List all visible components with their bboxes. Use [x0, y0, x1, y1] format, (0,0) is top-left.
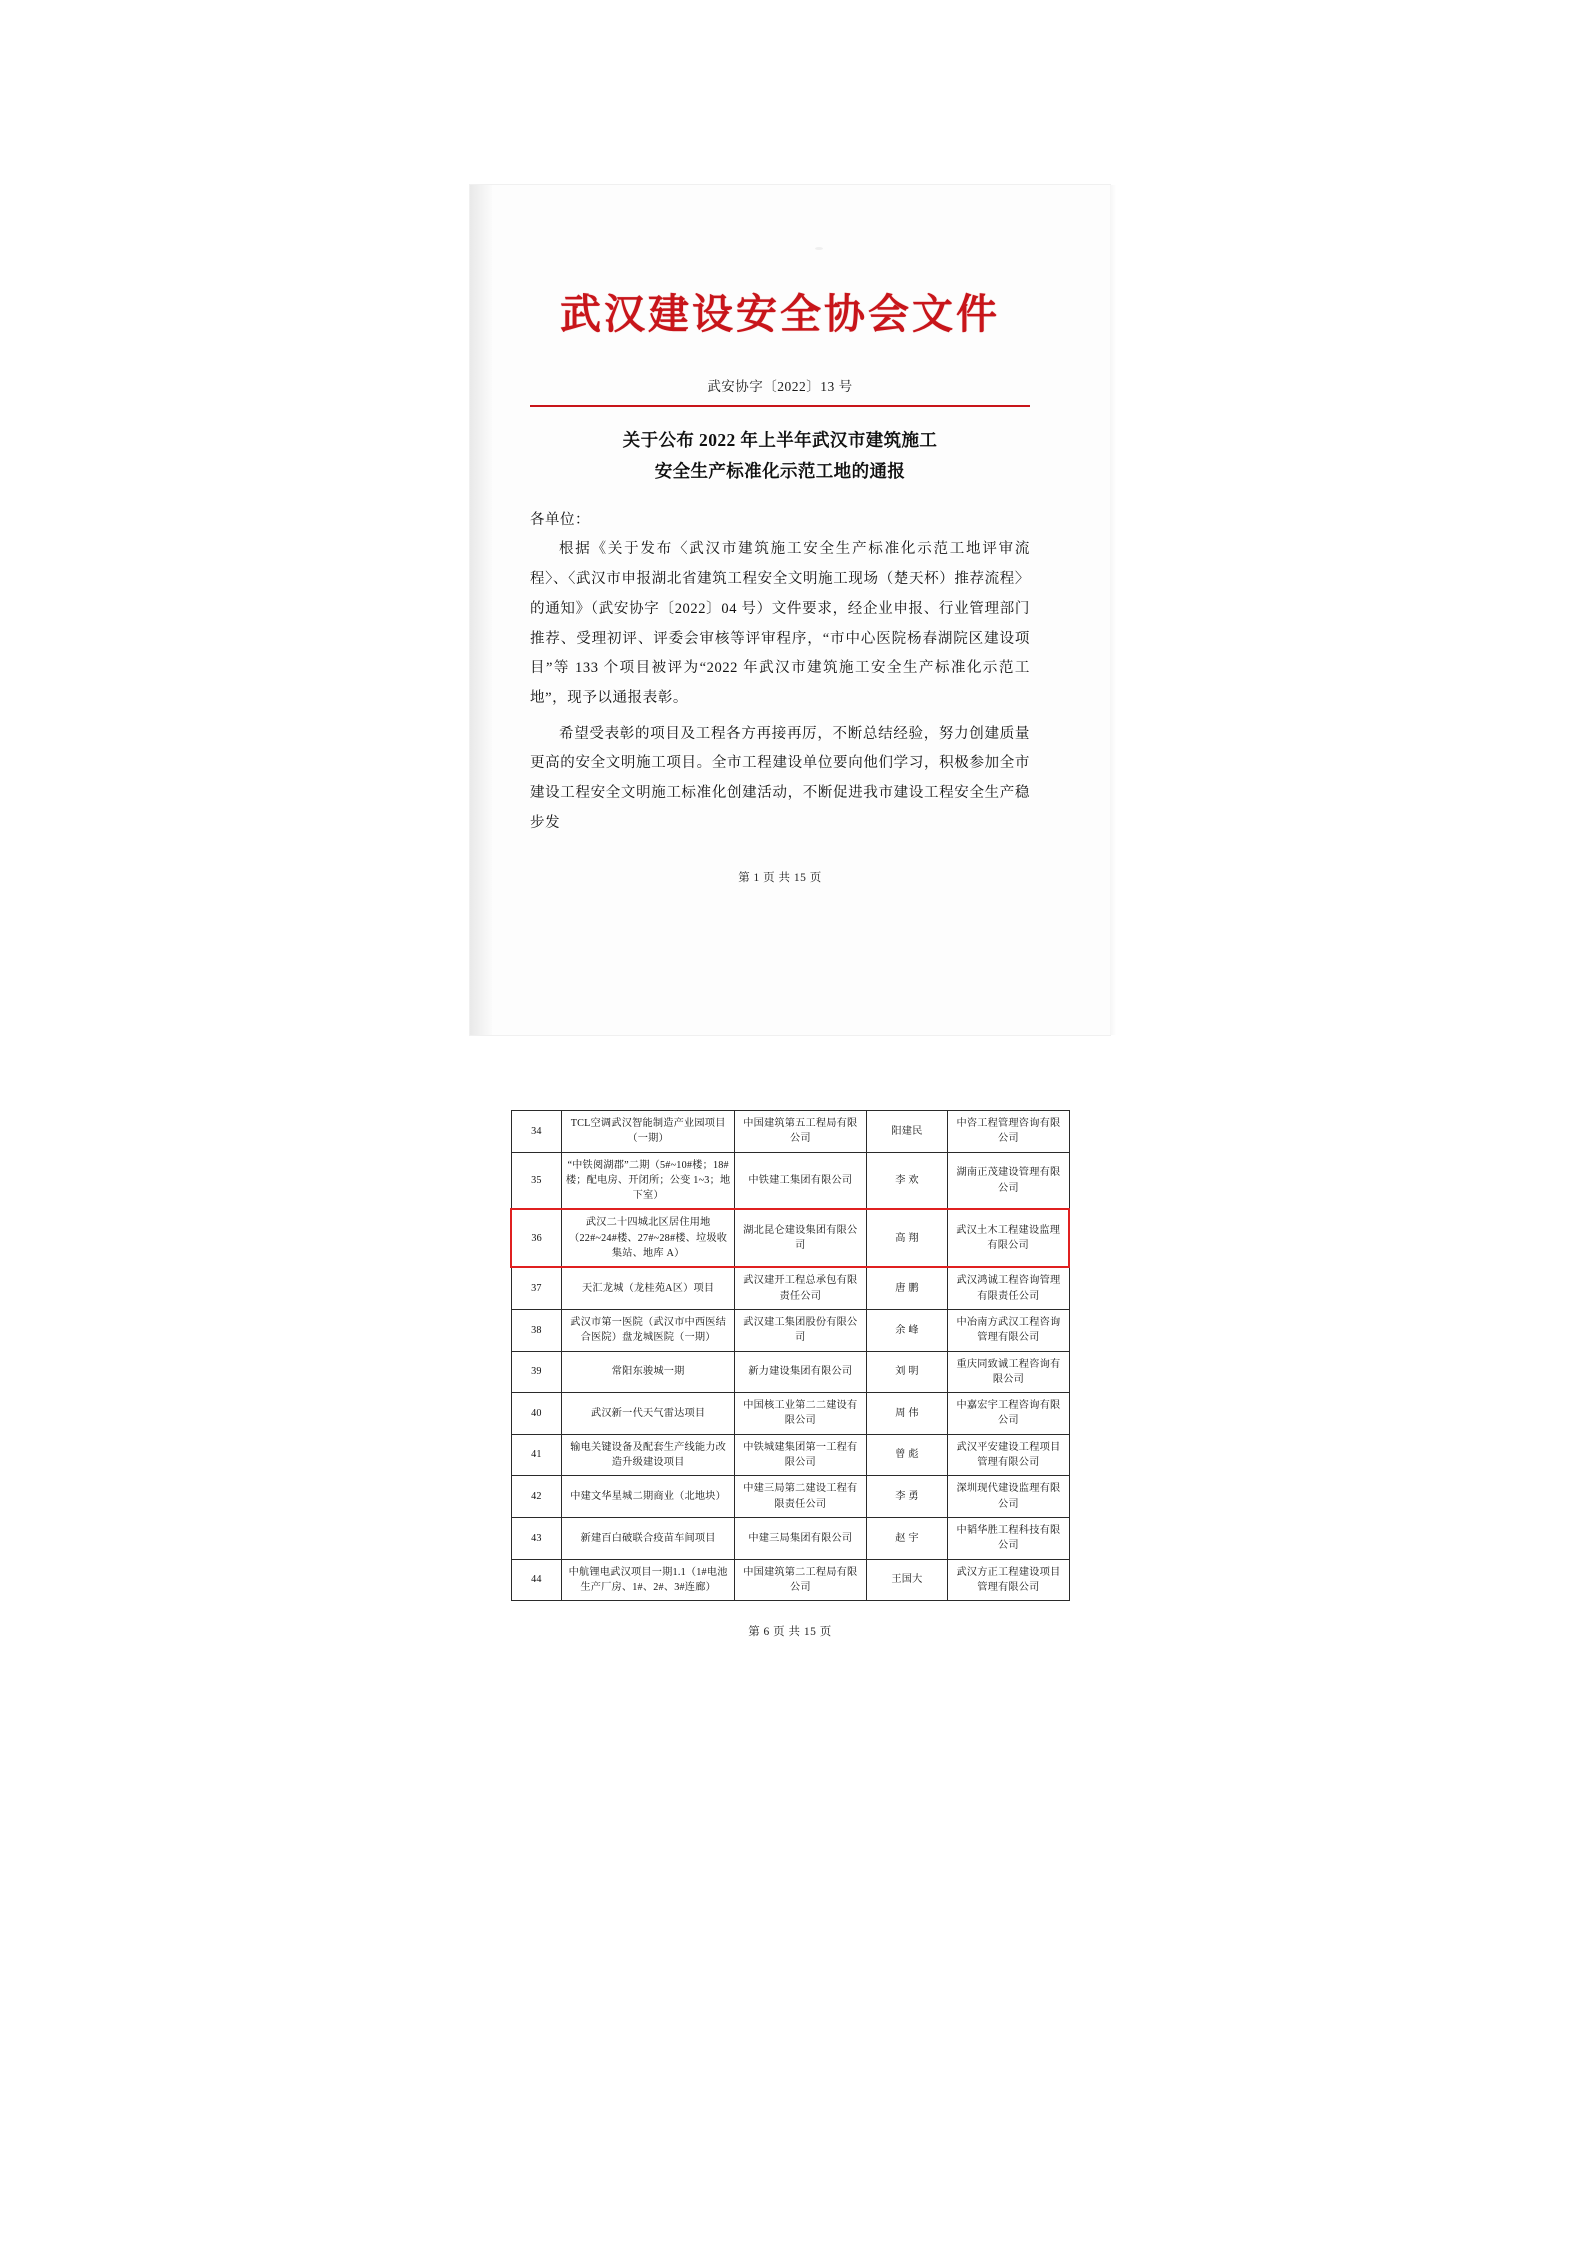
- salutation: 各单位：: [530, 512, 590, 529]
- row-index-cell: 37: [511, 1267, 562, 1309]
- document-number: 武安协字〔2022〕13 号: [707, 379, 853, 395]
- table-row: [511, 1559, 1069, 1601]
- project-name-cell: 新建百白破联合疫苗车间项目: [562, 1517, 735, 1559]
- supervision-unit-cell: 武汉土木工程建设监理有限公司: [948, 1209, 1069, 1267]
- body-paragraph-2: 希望受表彰的项目及工程各方再接再厉，不断总结经验，努力创建质量更高的安全文明施工项目。全市工程建设单位要向他们学习，积极参加全市建设工程安全文明施工标准化创建活动，不断促进我市建设工程安全生产稳步发: [530, 725, 1030, 831]
- responsible-person-cell: 阳建民: [866, 1111, 948, 1153]
- table-row: [511, 1434, 1069, 1476]
- table-row: [511, 1517, 1069, 1559]
- construction-unit-cell: 中国核工业第二二建设有限公司: [735, 1393, 866, 1435]
- project-name-cell: 天汇龙城（龙桂苑A区）项目: [562, 1267, 735, 1309]
- table-row: [511, 1393, 1069, 1435]
- project-name-cell: TCL空调武汉智能制造产业园项目（一期）: [562, 1111, 735, 1153]
- construction-unit-cell: 新力建设集团有限公司: [735, 1351, 866, 1393]
- row-index-cell: 44: [511, 1559, 562, 1601]
- project-name-cell: 武汉市第一医院（武汉市中西医结合医院）盘龙城医院（一期）: [562, 1309, 735, 1351]
- supervision-unit-cell: 武汉平安建设工程项目管理有限公司: [948, 1434, 1069, 1476]
- row-index-cell: 41: [511, 1434, 562, 1476]
- construction-unit-cell: 中铁城建集团第一工程有限公司: [735, 1434, 866, 1476]
- table-row: [511, 1209, 1069, 1267]
- project-name-cell: 武汉新一代天气雷达项目: [562, 1393, 735, 1435]
- table-row: [511, 1152, 1069, 1209]
- row-index-cell: 35: [511, 1152, 562, 1209]
- responsible-person-cell: 李 勇: [866, 1476, 948, 1518]
- responsible-person-cell: 高 翔: [866, 1209, 948, 1267]
- project-name-cell: 输电关键设备及配套生产线能力改造升级建设项目: [562, 1434, 735, 1476]
- construction-unit-cell: 中建三局第二建设工程有限责任公司: [735, 1476, 866, 1518]
- construction-unit-cell: 中国建筑第五工程局有限公司: [735, 1111, 866, 1153]
- supervision-unit-cell: 中嘉宏宇工程咨询有限公司: [948, 1393, 1069, 1435]
- supervision-unit-cell: 中咨工程管理咨询有限公司: [948, 1111, 1069, 1153]
- table-row: [511, 1351, 1069, 1393]
- row-index-cell: 43: [511, 1517, 562, 1559]
- row-index-cell: 40: [511, 1393, 562, 1435]
- row-index-cell: 38: [511, 1309, 562, 1351]
- project-name-cell: 常阳东骏城一期: [562, 1351, 735, 1393]
- red-divider-rule: [530, 405, 1030, 407]
- page-1-content: [530, 240, 1030, 885]
- demonstration-sites-table: [510, 1110, 1070, 1601]
- responsible-person-cell: 曾 彪: [866, 1434, 948, 1476]
- table-row: [511, 1309, 1069, 1351]
- responsible-person-cell: 王国大: [866, 1559, 948, 1601]
- supervision-unit-cell: 湖南正茂建设管理有限公司: [948, 1152, 1069, 1209]
- page-1-footer: 第 1 页 共 15 页: [738, 871, 822, 884]
- project-name-cell: 武汉二十四城北区居住用地（22#~24#楼、27#~28#楼、垃圾收集站、地库 A）: [562, 1209, 735, 1267]
- construction-unit-cell: 中国建筑第二工程局有限公司: [735, 1559, 866, 1601]
- responsible-person-cell: 周 伟: [866, 1393, 948, 1435]
- responsible-person-cell: 唐 鹏: [866, 1267, 948, 1309]
- row-index-cell: 42: [511, 1476, 562, 1518]
- construction-unit-cell: 中建三局集团有限公司: [735, 1517, 866, 1559]
- project-name-cell: 中航锂电武汉项目一期1.1（1#电池生产厂房、1#、2#、3#连廊）: [562, 1559, 735, 1601]
- masthead-title: 武汉建设安全协会文件: [560, 291, 1000, 337]
- project-name-cell: “中铁阅湖郡”二期（5#~10#楼；18#楼；配电房、开闭所；公变 1~3；地下室）: [562, 1152, 735, 1209]
- supervision-unit-cell: 武汉鸿诚工程咨询管理有限责任公司: [948, 1267, 1069, 1309]
- construction-unit-cell: 武汉建开工程总承包有限责任公司: [735, 1267, 866, 1309]
- construction-unit-cell: 湖北昆仑建设集团有限公司: [735, 1209, 866, 1267]
- page-2-footer: 第 6 页 共 15 页: [748, 1626, 832, 1639]
- construction-unit-cell: 中铁建工集团有限公司: [735, 1152, 866, 1209]
- supervision-unit-cell: 深圳现代建设监理有限公司: [948, 1476, 1069, 1518]
- responsible-person-cell: 余 峰: [866, 1309, 948, 1351]
- responsible-person-cell: 刘 明: [866, 1351, 948, 1393]
- supervision-unit-cell: 中冶南方武汉工程咨询管理有限公司: [948, 1309, 1069, 1351]
- row-index-cell: 39: [511, 1351, 562, 1393]
- table-row: [511, 1476, 1069, 1518]
- supervision-unit-cell: 武汉方正工程建设项目管理有限公司: [948, 1559, 1069, 1601]
- construction-unit-cell: 武汉建工集团股份有限公司: [735, 1309, 866, 1351]
- row-index-cell: 34: [511, 1111, 562, 1153]
- responsible-person-cell: 赵 宇: [866, 1517, 948, 1559]
- row-index-cell: 36: [511, 1209, 562, 1267]
- document-page-2: [470, 1080, 1110, 1910]
- supervision-unit-cell: 重庆同致诚工程咨询有限公司: [948, 1351, 1069, 1393]
- responsible-person-cell: 李 欢: [866, 1152, 948, 1209]
- supervision-unit-cell: 中韬华胜工程科技有限公司: [948, 1517, 1069, 1559]
- table-row: [511, 1111, 1069, 1153]
- body-paragraph-1: 根据《关于发布〈武汉市建筑施工安全生产标准化示范工地评审流程〉、〈武汉市申报湖北省建筑工程安全文明施工现场（楚天杯）推荐流程〉的通知》（武安协字〔2022〕04 号）文件要求，经企业申报、行业管理部门推荐、受理初评、评委会审核等评审程序，“市中心医院杨春湖院区建设项目”等 133 个项目被评为“2022 年武汉市建筑施工安全生产标准化示范工地”，现予以通报表彰。: [530, 541, 1030, 707]
- table-row: [511, 1267, 1069, 1309]
- document-page-1: [470, 185, 1110, 1035]
- project-name-cell: 中建文华星城二期商业（北地块）: [562, 1476, 735, 1518]
- table-body: [511, 1111, 1069, 1601]
- document-subject-line-2: 安全生产标准化示范工地的通报: [654, 460, 906, 481]
- document-subject-line-1: 关于公布 2022 年上半年武汉市建筑施工: [622, 430, 938, 451]
